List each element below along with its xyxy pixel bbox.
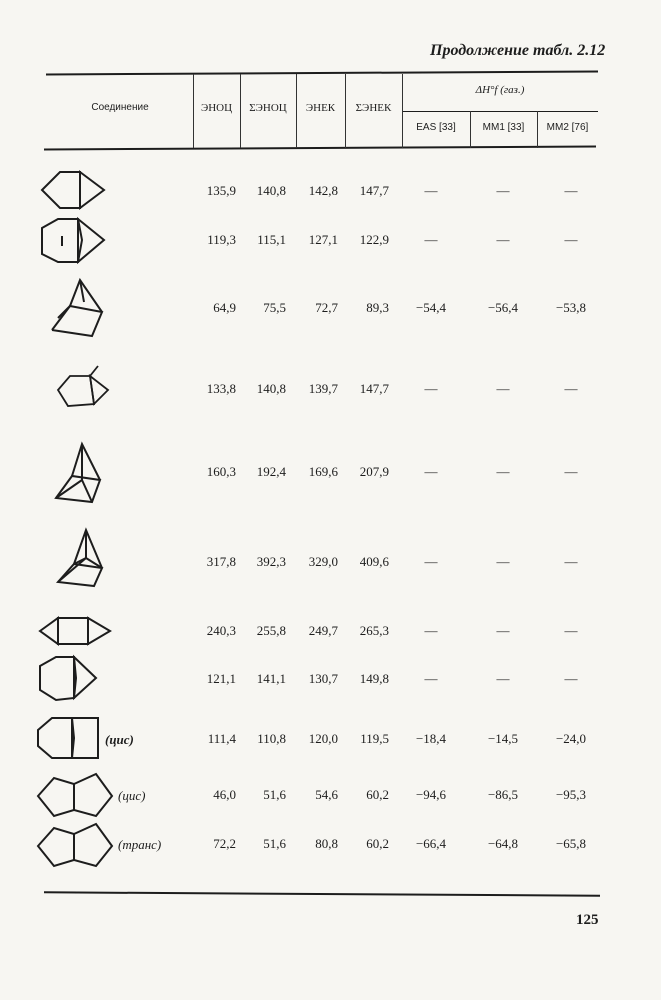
cell-sum-enek: 265,3 [359,623,389,638]
cell-enoc: 240,3 [206,623,236,638]
cell-eas: — [424,381,438,396]
cell-mm1: −56,4 [487,300,519,315]
table-row [0,364,661,414]
structure-drawing [38,166,108,219]
cell-enek: 54,6 [315,787,338,802]
cell-sum-enek: 119,5 [360,731,389,746]
cell-mm2: −95,3 [555,787,587,802]
cell-enek: 80,8 [315,836,338,851]
header-col1: ЭНОЦ [200,102,233,114]
cell-sum-enek: 89,3 [366,300,389,315]
cell-sum-enoc: 255,8 [256,623,286,638]
header-col2: ΣЭНОЦ [249,102,287,114]
cell-enek: 127,1 [308,232,338,247]
cell-mm2: — [564,671,578,686]
cell-sum-enek: 409,6 [359,554,389,569]
cell-enek: 249,7 [308,623,338,638]
cell-enoc: 135,9 [206,183,236,198]
cell-sum-enoc: 192,4 [256,464,286,479]
cell-mm2: — [564,232,578,247]
structure-drawing [36,714,106,767]
cell-enek: 169,6 [308,464,338,479]
cell-sum-enek: 60,2 [366,836,389,851]
cell-mm2: — [564,183,578,198]
structure-drawing [36,654,106,709]
structure-drawing [36,820,116,875]
cell-sum-enek: 147,7 [359,381,389,396]
cell-enoc: 111,4 [207,731,236,746]
cell-eas: — [424,671,438,686]
cell-sum-enoc: 392,3 [256,554,286,569]
cell-enek: 329,0 [308,554,338,569]
stereo-label: (цис) [118,788,146,803]
cell-sum-enek: 60,2 [366,787,389,802]
cell-enek: 120,0 [308,731,338,746]
subheader-rule [402,111,598,112]
table-row [0,654,661,704]
structure-drawing [54,364,114,419]
structure-drawing [36,770,116,825]
cell-mm2: −53,8 [555,300,587,315]
table-bottom-rule [44,891,600,896]
cell-enek: 72,7 [315,300,338,315]
cell-eas: — [424,554,438,569]
cell-eas: −18,4 [415,731,447,746]
header-compound: Соединение [91,102,149,113]
cell-eas: −66,4 [415,836,447,851]
cell-sum-enek: 122,9 [359,232,389,247]
cell-mm2: — [564,381,578,396]
cell-mm1: — [496,232,510,247]
header-sub2: MM1 [33] [482,122,525,133]
structure-drawing [44,278,114,343]
stereo-label: (транс) [118,837,162,852]
cell-sum-enek: 149,8 [359,671,389,686]
cell-sum-enek: 207,9 [359,464,389,479]
cell-mm1: −14,5 [487,731,519,746]
structure-drawing [54,528,114,593]
cell-eas: — [424,464,438,479]
cell-enoc: 133,8 [206,381,236,396]
table-row [0,820,661,870]
cell-sum-enoc: 115,1 [257,232,286,247]
cell-enoc: 119,3 [207,232,236,247]
cell-mm1: — [496,623,510,638]
cell-mm2: −65,8 [555,836,587,851]
table-row [0,770,661,820]
header-sub1: EAS [33] [416,122,456,133]
cell-enoc: 317,8 [206,554,236,569]
cell-mm1: — [496,183,510,198]
cell-mm1: — [496,381,510,396]
table-row [0,278,661,342]
table-row [0,614,661,650]
cell-enoc: 121,1 [206,671,236,686]
cell-sum-enek: 147,7 [359,183,389,198]
structure-drawing [38,614,112,653]
cell-sum-enoc: 140,8 [256,381,286,396]
cell-eas: −54,4 [415,300,447,315]
cell-eas: — [424,232,438,247]
cell-enoc: 72,2 [213,836,236,851]
cell-sum-enoc: 51,6 [263,836,286,851]
cell-mm1: — [496,671,510,686]
cell-mm1: −64,8 [487,836,519,851]
table-row [0,166,661,212]
header-sub3: MM2 [76] [546,122,589,133]
cell-enoc: 46,0 [213,787,236,802]
cell-mm2: — [564,623,578,638]
cell-mm2: — [564,464,578,479]
cell-sum-enoc: 75,5 [263,300,286,315]
cell-enek: 130,7 [308,671,338,686]
header-top-rule [46,71,598,76]
table-row [0,528,661,588]
header-dhf-group: ΔH°f (газ.) [475,84,525,96]
cell-enek: 142,8 [308,183,338,198]
header-col3: ЭНЕК [305,102,336,114]
cell-mm1: −86,5 [487,787,519,802]
structure-drawing [52,440,112,509]
cell-sum-enoc: 141,1 [256,671,286,686]
cell-sum-enoc: 110,8 [257,731,286,746]
table-row [0,216,661,266]
cell-enoc: 160,3 [206,464,236,479]
cell-enek: 139,7 [308,381,338,396]
cell-eas: — [424,623,438,638]
structure-drawing [38,216,108,273]
table-row [0,714,661,764]
cell-eas: −94,6 [415,787,447,802]
cell-sum-enoc: 140,8 [256,183,286,198]
page-number: 125 [576,912,599,928]
header-col4: ΣЭНЕК [355,102,392,114]
header-bottom-rule [44,146,596,151]
cell-enoc: 64,9 [213,300,236,315]
table-row [0,440,661,504]
cell-mm1: — [496,464,510,479]
table-caption: Продолжение табл. 2.12 [430,42,606,59]
cell-mm2: — [564,554,578,569]
cell-mm1: — [496,554,510,569]
cell-eas: — [424,183,438,198]
stereo-label: (цис) [105,732,134,747]
cell-mm2: −24,0 [555,731,587,746]
cell-sum-enoc: 51,6 [263,787,286,802]
